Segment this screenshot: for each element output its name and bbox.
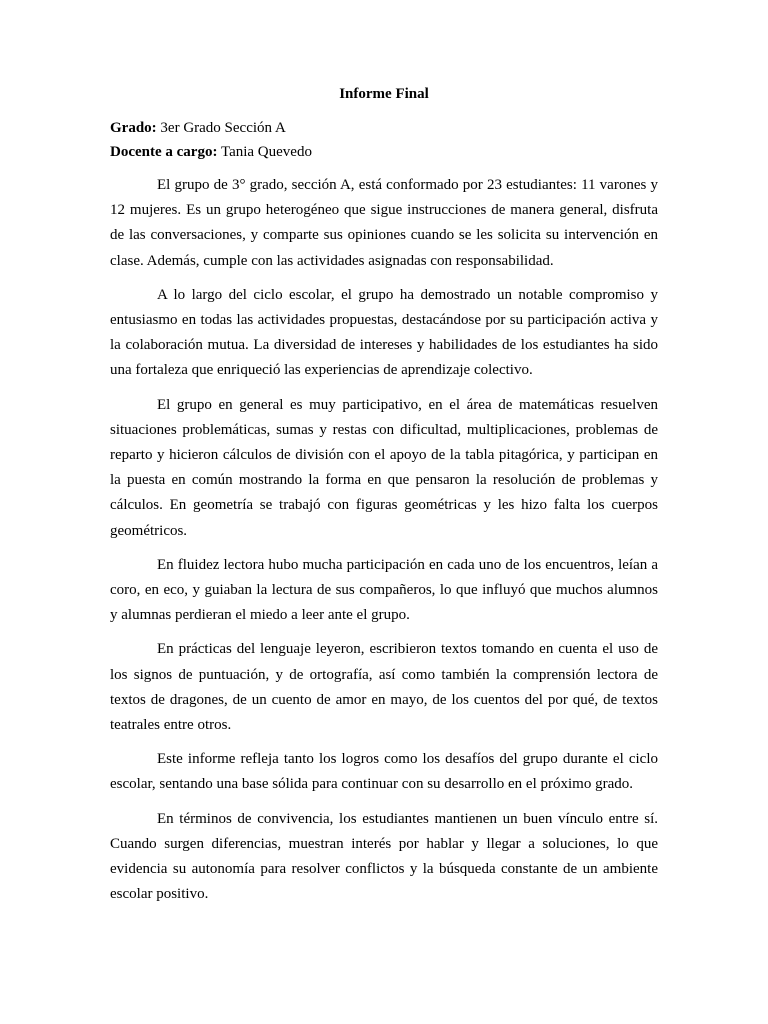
paragraph-language-practices: En prácticas del lenguaje leyeron, escribieron textos tomando en cuenta el uso de los signos de puntuación, y de ortografía, así como también la comprensión lectora de textos de dragones, de un cuento de amor en mayo, de los cuentos del por qué, de textos teatrales entre otros. xyxy=(110,641,658,734)
paragraph-group-composition: El grupo de 3° grado, sección A, está conformado por 23 estudiantes: 11 varones y 12 mujeres. Es un grupo heterogéneo que sigue instrucciones de manera general, disfruta de las conversaciones, y comparte sus opiniones cuando se les solicita su intervención en clase. Además, cumple con las actividades asignadas con responsabilidad. xyxy=(110,177,658,269)
document-header-info xyxy=(110,116,658,164)
teacher-value: Tania Quevedo xyxy=(220,144,312,160)
grade-label: Grado: xyxy=(110,120,157,136)
grade-value: 3er Grado Sección A xyxy=(160,120,286,136)
paragraph-summary: Este informe refleja tanto los logros como los desafíos del grupo durante el ciclo escolar, sentando una base sólida para continuar con su desarrollo en el próximo grado. xyxy=(110,751,658,793)
grade-line xyxy=(110,116,658,140)
teacher-line xyxy=(110,140,658,164)
paragraph-mathematics: El grupo en general es muy participativo, en el área de matemáticas resuelven situaciones problemáticas, sumas y restas con dificultad, multiplicaciones, problemas de reparto y hicieron cálculos de división con el apoyo de la tabla pitagórica, y participan en la puesta en común mostrando la forma en que pensaron la resolución de problemas y cálculos. En geometría se trabajó con figuras geométricas y les hizo falta los cuerpos geométricos. xyxy=(110,396,658,539)
paragraph-commitment: A lo largo del ciclo escolar, el grupo ha demostrado un notable compromiso y entusiasmo en todas las actividades propuestas, destacándose por su participación activa y la colaboración mutua. La diversidad de intereses y habilidades de los estudiantes ha sido una fortaleza que enriqueció las experiencias de aprendizaje colectivo. xyxy=(110,286,658,379)
document-title: Informe Final xyxy=(339,86,429,102)
teacher-label: Docente a cargo: xyxy=(110,144,218,160)
paragraph-reading-fluency: En fluidez lectora hubo mucha participación en cada uno de los encuentros, leían a coro, en eco, y guiaban la lectura de sus compañeros, lo que influyó que muchos alumnos y alumnas perdieran el miedo a leer ante el grupo. xyxy=(110,556,658,624)
paragraph-coexistence: En términos de convivencia, los estudiantes mantienen un buen vínculo entre sí. Cuando surgen diferencias, muestran interés por hablar y llegar a soluciones, lo que evidencia su autonomía para resolver conflictos y la búsqueda constante de un ambiente escolar positivo. xyxy=(110,810,658,903)
